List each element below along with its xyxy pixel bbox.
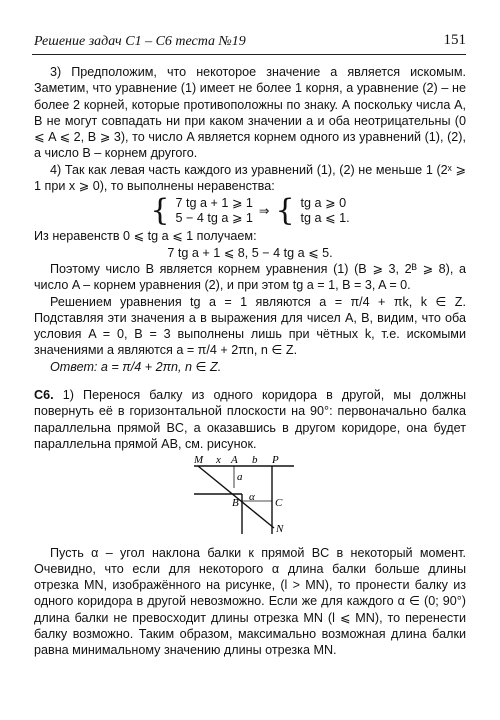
label-p: P <box>272 456 279 467</box>
answer-line: Ответ: a = π/4 + 2πn, n ∈ Z. <box>50 359 222 374</box>
paragraph-step-3: 3) Предположим, что некоторое значение a является искомым. Заметим, что уравнение (1) имеет не более 1 корня, а уравнение (2) – не более 2 корней, которые противоположны по знаку. А поскольку числа A, B не могут совпадать ни при каком значении a и оба неотрицательны (0 ⩽ A ⩽ 2, B ⩾ 3), то число A является корнем одного из уравнений (1), (2), а число B – корнем другого. <box>34 65 466 161</box>
label-b-lower: b <box>252 456 258 467</box>
system-right-line-2: tg a ⩽ 1. <box>300 211 350 226</box>
label-a-upper: A <box>231 456 238 467</box>
running-header <box>32 32 466 55</box>
header-title: Решение задач С1 – С6 теста №19 <box>34 34 246 49</box>
paragraph-roots: Поэтому число B является корнем уравнения (1) (B ⩾ 3, 2ᴮ ⩾ 8), а число A – корнем уравнения (2), и при этом tg a = 1, B = 3, A = 0. <box>34 261 466 293</box>
page-body <box>34 64 466 659</box>
system-left-line-2: 5 − 4 tg a ⩾ 1 <box>175 211 253 226</box>
system-right-line-1: tg a ⩾ 0 <box>300 196 347 211</box>
problem-c6-label: С6. <box>34 388 54 403</box>
page-number: 151 <box>443 32 466 48</box>
formula-bounds: 7 tg a + 1 ⩽ 8, 5 − 4 tg a ⩽ 5. <box>167 245 333 260</box>
label-alpha: α <box>249 491 255 504</box>
paragraph-step-4: 4) Так как левая часть каждого из уравнений (1), (2) не меньше 1 (2ˣ ⩾ 1 при x ⩾ 0), то выполнены неравенства: <box>34 162 466 194</box>
left-brace-icon: { <box>150 193 170 229</box>
label-c: C <box>275 497 283 510</box>
label-m: M <box>194 456 204 467</box>
problem-c6-text: 1) Перенося балку из одного коридора в другой, мы должны повернуть её в горизонтальной плоскости на 90°: первоначально балка параллельна прямой BC, а оказавшись в другом коридоре, она будет параллельна прямой AB, см. рисунок. <box>34 388 467 451</box>
paragraph-inequalities: Из неравенств 0 ⩽ tg a ⩽ 1 получаем: <box>34 229 257 244</box>
paragraph-solution: Решением уравнения tg a = 1 являются a = π/4 + πk, k ∈ Z. Подставляя эти значения a в выражения для чисел A, B, видим, что оба условия A = 0, B = 3 выполнены лишь при чётных k, т.е. искомыми значениями a являются a = π/4 + 2πn, n ∈ Z. <box>34 294 466 358</box>
label-a-lower: a <box>237 471 243 484</box>
left-brace-icon-2: { <box>275 193 295 229</box>
inequality-system <box>34 193 466 229</box>
implies-arrow: ⇒ <box>258 204 270 219</box>
system-right <box>301 196 350 226</box>
paragraph-angle: Пусть α – угол наклона балки к прямой BC в некоторый момент. Очевидно, что если для некоторого α длина балки больше длины отрезка MN, изображённого на рисунке, (l > MN), то пронести балку из одного коридора в другой невозможно. Если же для каждого α ∈ (0; 90°) длина балки не превосходит длины отрезка MN (l ⩽ MN), то перенести балку возможно. Таким образом, максимально возможная длина балки равна минимальному значению длины отрезка MN. <box>34 545 466 658</box>
label-n: N <box>276 523 284 535</box>
problem-c6-paragraph <box>34 387 466 452</box>
label-x: x <box>216 456 221 467</box>
system-left-line-1: 7 tg a + 1 ⩾ 1 <box>175 196 253 211</box>
system-left <box>175 196 252 226</box>
label-b-upper: B <box>232 497 239 510</box>
corridor-figure <box>194 456 334 534</box>
